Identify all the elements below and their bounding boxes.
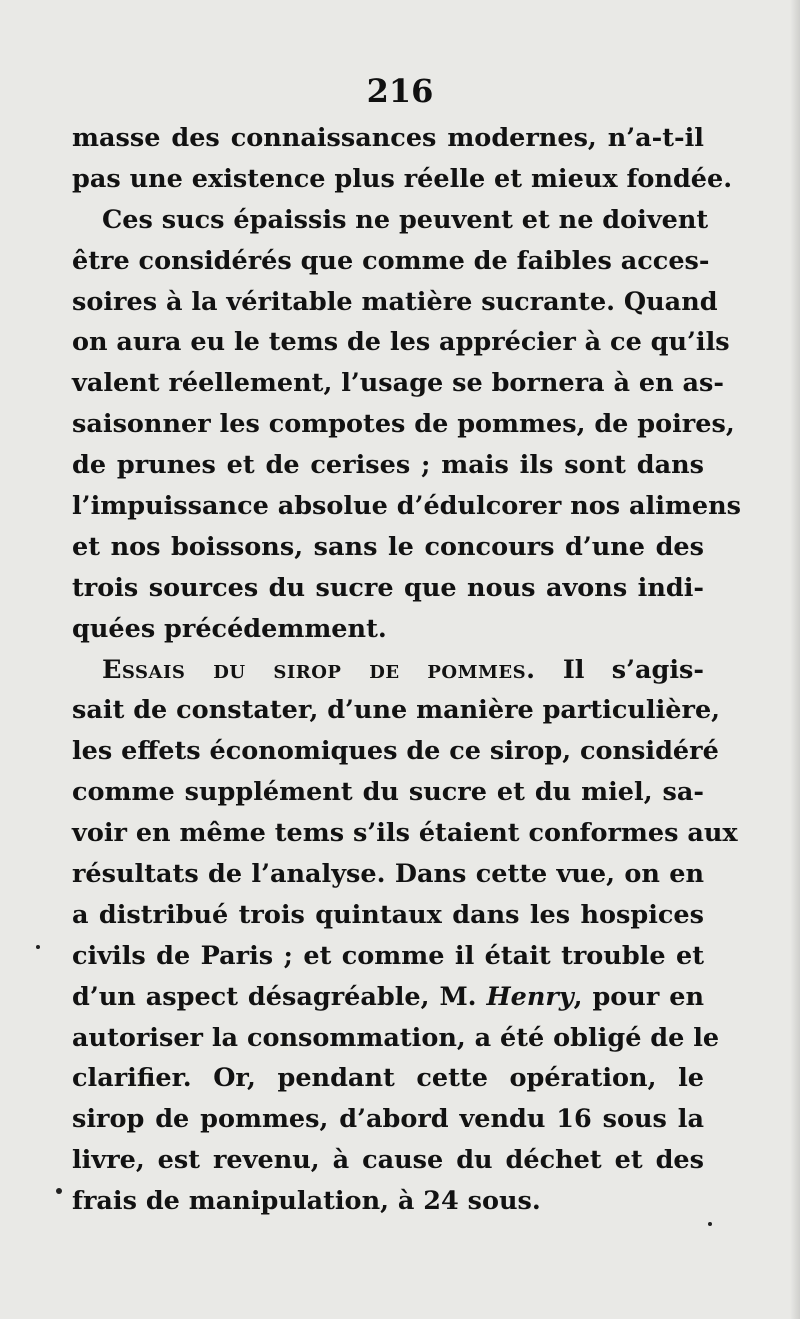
text-line <box>72 977 704 1018</box>
text-line: livre, est revenu, à cause du déchet et des <box>72 1145 704 1176</box>
ink-speck <box>708 1222 712 1226</box>
text-line: clarifier. Or, pendant cette opération, le <box>72 1063 704 1094</box>
text-line: autoriser la consommation, a été obligé de le <box>72 1022 720 1053</box>
text-line: valent réellement, l’usage se bornera à en as- <box>72 368 724 399</box>
text-line: résultats de l’analyse. Dans cette vue, on en <box>72 859 704 890</box>
text-line: comme supplément du sucre et du miel, sa- <box>72 777 704 808</box>
text-line: sait de constater, d’une manière particulière, <box>72 695 721 726</box>
text-line <box>72 650 704 691</box>
text-line: de prunes et de cerises ; mais ils sont dans <box>72 450 704 481</box>
text-span: , pour en <box>573 981 705 1012</box>
text-line: et nos boissons, sans le concours d’une des <box>72 531 704 562</box>
text-line: Ces sucs épaissis ne peuvent et ne doivent <box>102 204 709 235</box>
text-line: voir en même tems s’ils étaient conformes aux <box>72 818 738 849</box>
text-line: saisonner les compotes de pommes, de poires, <box>72 409 735 440</box>
text-line: l’impuissance absolue d’édulcorer nos alimens <box>72 491 742 522</box>
ink-speck <box>36 945 40 949</box>
text-line: être considérés que comme de faibles acces- <box>72 245 710 276</box>
text-span: Il s’agis- <box>562 654 704 685</box>
text-line: sirop de pommes, d’abord vendu 16 sous la <box>72 1104 704 1135</box>
text-line: civils de Paris ; et comme il était trouble et <box>72 940 704 971</box>
section-heading: Essais du sirop de pommes. <box>102 654 536 685</box>
person-name: Henry <box>486 981 574 1012</box>
text-line: pas une existence plus réelle et mieux fondée. <box>72 163 733 194</box>
text-line: frais de manipulation, à 24 sous. <box>72 1186 541 1217</box>
ink-speck <box>56 1188 62 1194</box>
body-text <box>72 118 742 1222</box>
text-line: quées précédemment. <box>72 613 387 644</box>
page-number: 216 <box>366 72 434 110</box>
text-line: a distribué trois quintaux dans les hospices <box>72 899 704 930</box>
text-span: d’un aspect désagréable, M. <box>72 981 477 1012</box>
text-line: soires à la véritable matière sucrante. Quand <box>72 286 718 317</box>
text-line: les effets économiques de ce sirop, considéré <box>72 736 719 767</box>
text-line: on aura eu le tems de les apprécier à ce qu’ils <box>72 327 730 358</box>
text-line: trois sources du sucre que nous avons indi- <box>72 572 704 603</box>
text-line: masse des connaissances modernes, n’a-t-il <box>72 123 704 153</box>
